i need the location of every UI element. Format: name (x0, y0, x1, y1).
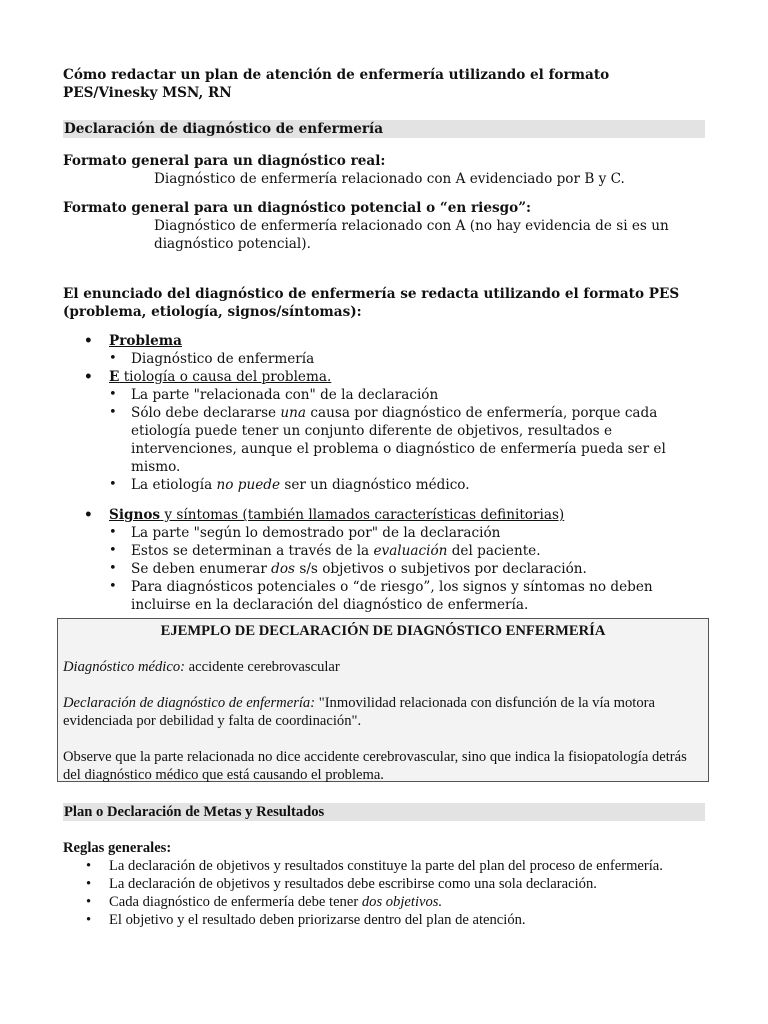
bullet-icon: • (109, 405, 117, 420)
list-item-text: Diagnóstico de enfermería (131, 351, 315, 367)
example-box-heading: EJEMPLO DE DECLARACIÓN DE DIAGNÓSTICO ENFERMERÍA (160, 623, 606, 639)
list-item-text: Se deben enumerar (131, 561, 272, 577)
section-heading-text: Declaración de diagnóstico de enfermería (64, 121, 384, 137)
list-item-text: Estos se determinan a través de la (131, 543, 374, 559)
bullet-icon: • (109, 579, 117, 594)
list-item-text: La parte "relacionada con" de la declaración (131, 387, 439, 403)
bullet-icon: • (86, 912, 92, 928)
bullet-icon: • (86, 876, 92, 892)
example-box (57, 618, 709, 782)
bullet-icon: • (109, 525, 117, 540)
list-item (63, 578, 705, 614)
section-heading-goals (63, 803, 705, 821)
section-heading-diagnosis (63, 120, 705, 138)
list-item (63, 404, 705, 476)
list-item (63, 857, 705, 875)
etiologia-label: tiología o causa del problema. (119, 369, 332, 385)
list-item-text: causa por diagnóstico de enfermería, porque cada etiología puede tener un conjunto diferente de objetivos, resultados e intervenciones, aunque el problema o diagnóstico de enfermería pueda ser el mismo. (131, 405, 666, 475)
list-item-text: s/s objetivos o subjetivos por declaración. (295, 561, 587, 577)
list-item-text: El objetivo y el resultado deben priorizarse dentro del plan de atención. (109, 912, 526, 928)
pes-list (63, 332, 705, 614)
bullet-icon: • (109, 543, 117, 558)
emphasis-text: dos objetivos. (361, 894, 443, 910)
emphasis-text: no puede (216, 477, 281, 493)
signos-initial: Signos (109, 507, 161, 523)
etiologia-initial: E (109, 369, 120, 385)
list-item (63, 542, 705, 560)
medical-diagnosis-value: accidente cerebrovascular (185, 659, 340, 675)
list-item-problema (63, 332, 705, 368)
list-item (63, 875, 705, 893)
bullet-icon: • (84, 333, 93, 349)
nursing-diagnosis-line (63, 694, 703, 730)
document-title: Cómo redactar un plan de atención de enfermería utilizando el formato PES/Vinesky MSN, RN (63, 67, 610, 101)
pes-intro: El enunciado del diagnóstico de enfermería se redacta utilizando el formato PES (problema, etiología, signos/síntomas): (63, 286, 680, 320)
list-item-text: La declaración de objetivos y resultados debe escribirse como una sola declaración. (109, 876, 597, 892)
medical-diagnosis-line (63, 658, 703, 676)
list-item-text: del paciente. (447, 543, 541, 559)
list-item-text: La parte "según lo demostrado por" de la declaración (131, 525, 501, 541)
list-item-etiologia (63, 368, 705, 494)
potential-diagnosis-format (63, 199, 705, 253)
section-heading-text: Plan o Declaración de Metas y Resultados (64, 804, 325, 820)
bullet-icon: • (109, 477, 117, 492)
list-item (63, 893, 705, 911)
nursing-diagnosis-value: "Inmovilidad relacionada con disfunción de la vía motora evidenciada por debilidad y falta de coordinación". (63, 695, 655, 729)
list-item (63, 911, 705, 929)
emphasis-text: evaluación (373, 543, 448, 559)
bullet-icon: • (84, 507, 93, 523)
list-item-text: Cada diagnóstico de enfermería debe tener (109, 894, 362, 910)
real-format-label: Formato general para un diagnóstico real: (63, 153, 386, 169)
bullet-icon: • (109, 351, 117, 366)
list-item (63, 350, 705, 368)
list-item-text: ser un diagnóstico médico. (280, 477, 470, 493)
real-format-text: Diagnóstico de enfermería relacionado con A evidenciado por B y C. (154, 171, 625, 187)
list-item (63, 386, 705, 404)
example-note: Observe que la parte relacionada no dice accidente cerebrovascular, sino que indica la fisiopatología detrás del diagnóstico médico que está causando el problema. (63, 749, 687, 783)
list-item (63, 476, 705, 494)
list-item (63, 524, 705, 542)
bullet-icon: • (109, 387, 117, 402)
problema-label: Problema (109, 333, 182, 349)
nursing-diagnosis-label: Declaración de diagnóstico de enfermería: (63, 695, 316, 711)
list-item-text: Para diagnósticos potenciales o “de riesgo”, los signos y síntomas no deben incluirse en la declaración del diagnóstico de enfermería. (131, 579, 653, 613)
bullet-icon: • (86, 858, 92, 874)
list-item-text: La etiología (131, 477, 217, 493)
list-item (63, 560, 705, 578)
bullet-icon: • (84, 369, 93, 385)
potential-format-label: Formato general para un diagnóstico potencial o “en riesgo”: (63, 200, 532, 216)
list-item-signos (63, 506, 705, 614)
signos-label: y síntomas (también llamados características definitorias) (160, 507, 565, 523)
real-diagnosis-format (63, 152, 705, 188)
bullet-icon: • (86, 894, 92, 910)
emphasis-text: una (280, 405, 307, 421)
list-item-text: Sólo debe declararse (131, 405, 281, 421)
bullet-icon: • (109, 561, 117, 576)
medical-diagnosis-label: Diagnóstico médico: (63, 659, 185, 675)
list-item-text: La declaración de objetivos y resultados constituye la parte del plan del proceso de enfermería. (109, 858, 663, 874)
general-rules (63, 839, 705, 929)
potential-format-text: Diagnóstico de enfermería relacionado con A (no hay evidencia de si es un diagnóstico potencial). (154, 218, 669, 252)
emphasis-text: dos (271, 561, 296, 577)
rules-label: Reglas generales: (63, 840, 172, 856)
